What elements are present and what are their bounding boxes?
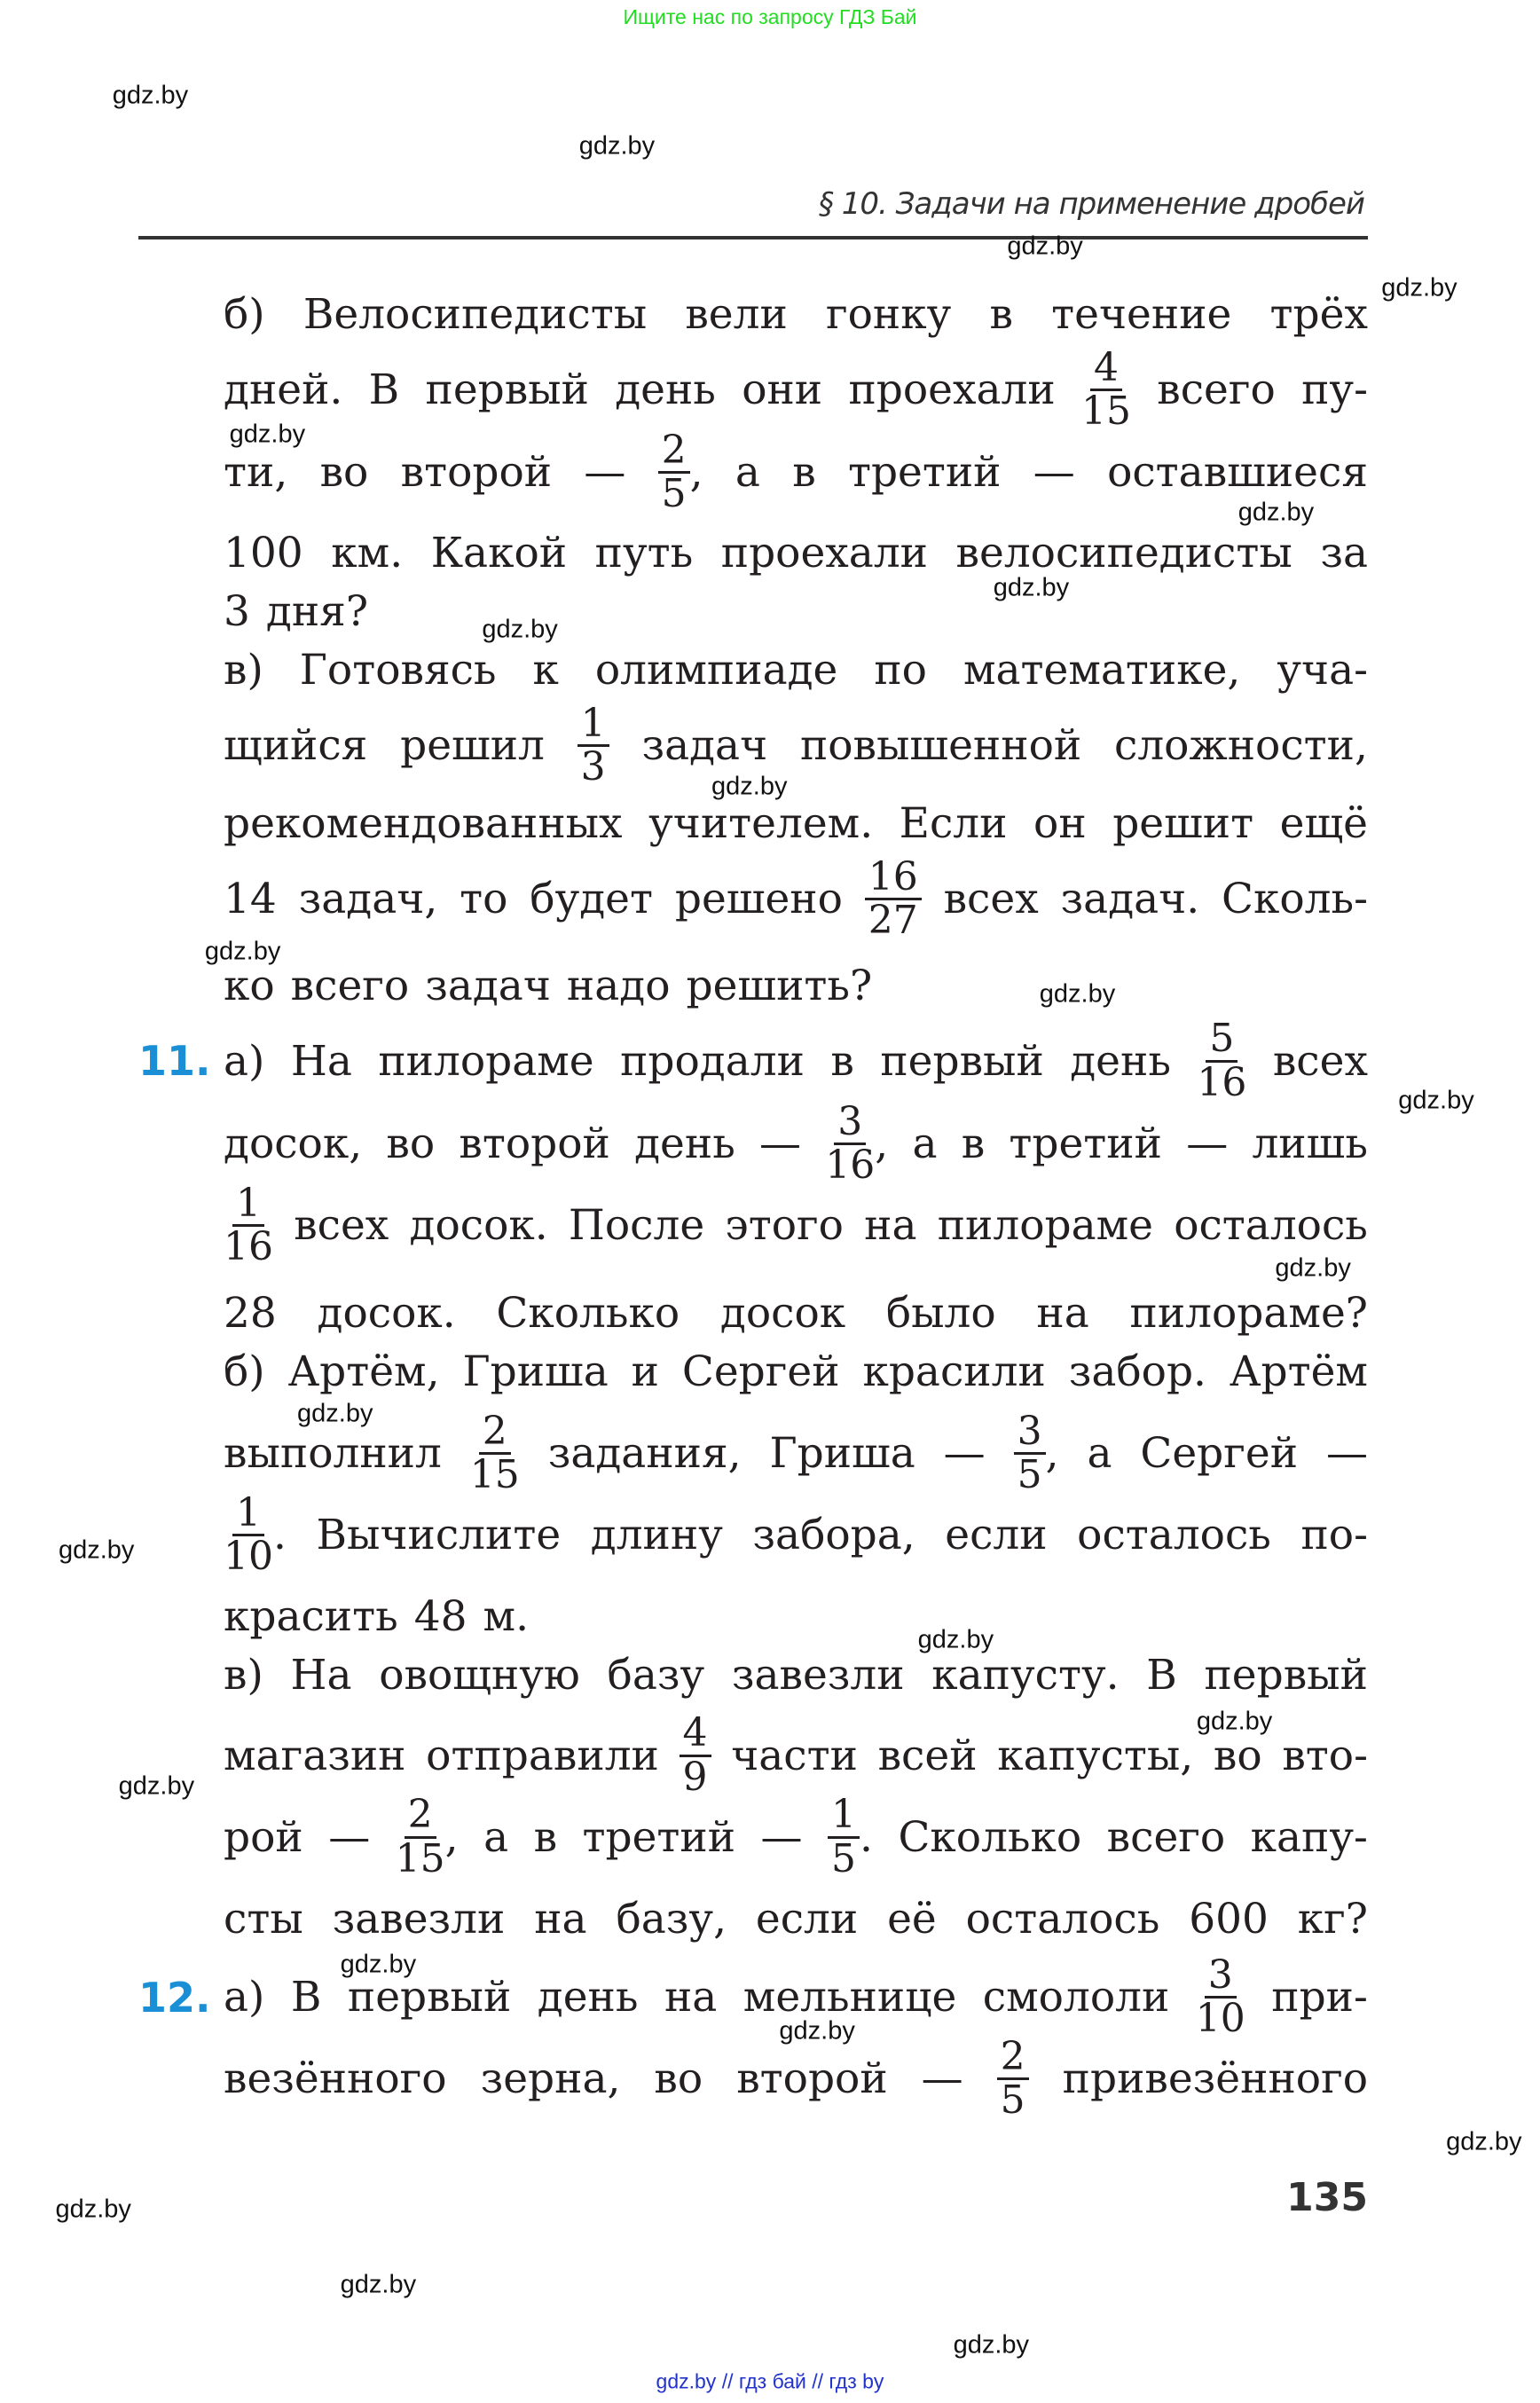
word: В	[368, 365, 400, 414]
word: б)	[224, 1347, 265, 1397]
word: всего	[1157, 365, 1276, 414]
word: учителем.	[648, 799, 874, 849]
word: путь	[594, 528, 694, 577]
denominator: 10	[224, 1534, 273, 1580]
text-line	[224, 345, 1368, 434]
watermark-text: gdz.by	[1398, 1086, 1474, 1115]
word: лишь	[1252, 1119, 1368, 1169]
word: рой	[224, 1812, 303, 1862]
watermark-text: gdz.by	[1446, 2127, 1522, 2156]
word: б)	[224, 289, 265, 339]
word: части	[731, 1731, 858, 1780]
denominator: 9	[682, 1754, 708, 1800]
word: надо	[566, 961, 671, 1010]
word: Сколько	[898, 1812, 1082, 1862]
word: На	[290, 1036, 352, 1086]
numerator: 3	[834, 1102, 866, 1145]
word: к	[532, 645, 559, 695]
word: всех	[943, 875, 1039, 924]
word: третий	[1009, 1119, 1162, 1169]
fraction	[828, 1794, 873, 1879]
watermark-text: gdz.by	[1275, 1253, 1351, 1283]
word: а)	[224, 1036, 265, 1086]
text-line	[224, 428, 1368, 517]
watermark-text: gdz.by	[482, 615, 558, 644]
word: трёх	[1269, 289, 1368, 339]
text-line	[224, 1182, 1368, 1270]
numerator: 4	[680, 1713, 711, 1756]
text-line	[224, 1410, 1368, 1498]
word: досок,	[224, 1119, 363, 1169]
numerator: 1	[828, 1794, 860, 1838]
punctuation: ,	[444, 1812, 459, 1862]
word: рекомендованных	[224, 799, 623, 849]
top-banner[interactable]: Ищите нас по запросу ГДЗ Бай	[623, 5, 917, 28]
word: при-	[1271, 1973, 1368, 2022]
word: После	[568, 1201, 705, 1251]
word: —	[759, 1119, 802, 1169]
exercise-number-12: 12.	[138, 1974, 211, 2022]
word: красили	[862, 1347, 1046, 1397]
word: а	[912, 1119, 938, 1169]
word: Какой	[430, 528, 568, 577]
word: магазин	[224, 1731, 406, 1780]
watermark-text: gdz.by	[118, 1771, 195, 1801]
watermark-text: gdz.by	[953, 2330, 1030, 2360]
text-line	[224, 1017, 1368, 1105]
word: на	[534, 1894, 587, 1944]
word: капусту.	[931, 1651, 1120, 1700]
word: щийся	[224, 720, 368, 770]
word: овощную	[379, 1651, 580, 1700]
word: везённого	[224, 2054, 447, 2104]
fraction	[658, 428, 703, 517]
word: пу-	[1301, 365, 1368, 414]
word: задания,	[547, 1429, 742, 1479]
fraction	[224, 1490, 287, 1580]
numerator: 2	[997, 2037, 1029, 2080]
denominator: 5	[1000, 2077, 1025, 2124]
watermark-text: gdz.by	[340, 2270, 417, 2299]
word: задач	[641, 720, 768, 770]
punctuation: ,	[1045, 1429, 1059, 1479]
word: Сколько	[496, 1289, 680, 1339]
punctuation: .	[860, 1812, 873, 1862]
word: 600	[1189, 1894, 1269, 1944]
word: Гриша	[462, 1347, 609, 1397]
numerator: 2	[658, 430, 690, 474]
word: Готовясь	[299, 645, 497, 695]
word: осталось	[1174, 1201, 1368, 1251]
word: продали	[620, 1036, 805, 1086]
word: в	[961, 1119, 986, 1169]
word: решено	[674, 875, 843, 924]
page-number: 135	[1286, 2175, 1368, 2220]
watermark-text: gdz.by	[112, 81, 189, 110]
word: этого	[725, 1201, 844, 1251]
fraction	[865, 854, 922, 944]
word: досок	[719, 1289, 846, 1339]
word: а	[1087, 1429, 1112, 1479]
word: по-	[1300, 1511, 1368, 1560]
word: —	[1033, 448, 1075, 498]
watermark-text: gdz.by	[711, 772, 788, 801]
word: выполнил	[224, 1429, 442, 1479]
denominator: 3	[580, 743, 606, 789]
word: зерна,	[480, 2054, 621, 2104]
exercise-number-11: 11.	[138, 1037, 211, 1085]
text-line	[224, 701, 1368, 789]
word: второй	[459, 1119, 610, 1169]
numerator: 4	[1090, 348, 1122, 391]
word: во	[319, 448, 369, 498]
numerator: 1	[232, 1493, 264, 1536]
watermark-text: gdz.by	[1196, 1707, 1273, 1736]
word: ти,	[224, 448, 288, 498]
word: её	[887, 1894, 937, 1944]
word: Сколь-	[1222, 875, 1368, 924]
word: базу,	[616, 1894, 727, 1944]
word: течение	[1051, 289, 1232, 339]
word: решит	[1112, 799, 1254, 849]
word: день	[537, 1973, 639, 2022]
word: сты	[224, 1894, 303, 1944]
word: было	[885, 1289, 996, 1339]
word: первый	[880, 1036, 1044, 1086]
word: на	[664, 1973, 718, 2022]
word: забора,	[752, 1511, 915, 1560]
word: в	[792, 448, 816, 498]
fraction	[396, 1794, 459, 1879]
bottom-banner[interactable]: gdz.by // гдз бай // гдз by	[656, 2369, 884, 2393]
word: он	[1033, 799, 1087, 849]
word: —	[328, 1812, 371, 1862]
word: дней.	[224, 365, 343, 414]
denominator: 15	[395, 1835, 445, 1881]
numerator: 2	[405, 1794, 436, 1838]
word: задач	[425, 961, 551, 1010]
fraction	[680, 1710, 711, 1800]
watermark-text: gdz.by	[1381, 273, 1458, 302]
word: отправили	[426, 1731, 659, 1780]
word: всего	[290, 961, 410, 1010]
word: в	[533, 1812, 558, 1862]
word: велосипедисты	[955, 528, 1292, 577]
word: ещё	[1279, 799, 1368, 849]
word: 100	[224, 528, 303, 577]
word: завезли	[731, 1651, 905, 1700]
watermark-text: gdz.by	[229, 420, 306, 449]
word: во	[1213, 1731, 1262, 1780]
word: мельнице	[742, 1973, 957, 2022]
word: привезённого	[1062, 2054, 1368, 2104]
fraction	[578, 700, 609, 789]
word: третий	[847, 448, 1002, 498]
numerator: 2	[479, 1411, 511, 1455]
watermark-text: gdz.by	[58, 1535, 135, 1565]
word: всей	[877, 1731, 978, 1780]
fraction	[1014, 1411, 1059, 1496]
word: Если	[899, 799, 1008, 849]
word: 48	[413, 1592, 468, 1642]
word: сложности,	[1114, 720, 1368, 770]
word: кг?	[1297, 1894, 1368, 1944]
text-line	[224, 1100, 1368, 1189]
chapter-title: § 10. Задачи на применение дробей	[818, 186, 1364, 222]
word: решить?	[686, 961, 873, 1010]
denominator: 16	[825, 1143, 876, 1189]
word: вели	[685, 289, 788, 339]
word: оставшиеся	[1107, 448, 1368, 498]
fraction	[825, 1099, 889, 1189]
fraction	[1080, 344, 1131, 434]
word: —	[760, 1812, 803, 1862]
denominator: 15	[1080, 388, 1131, 434]
watermark-text: gdz.by	[1007, 232, 1083, 261]
text-line	[224, 2035, 1368, 2124]
word: Сергей	[1140, 1429, 1299, 1479]
word: во	[386, 1119, 436, 1169]
word: красить	[224, 1592, 398, 1642]
word: второй	[736, 2054, 888, 2104]
word: и	[631, 1347, 659, 1397]
text-line	[224, 1793, 1368, 1881]
watermark-text: gdz.by	[204, 937, 281, 966]
text-line	[224, 855, 1368, 944]
word: во	[654, 2054, 703, 2104]
denominator: 15	[469, 1452, 520, 1498]
word: —	[1186, 1119, 1229, 1169]
word: будет	[530, 875, 654, 924]
word: а)	[224, 1973, 265, 2022]
word: если	[755, 1894, 859, 1944]
word: всего	[1106, 1812, 1226, 1862]
watermark-text: gdz.by	[993, 573, 1070, 602]
word: 14	[224, 875, 277, 924]
watermark-text: gdz.by	[55, 2195, 131, 2224]
word: забор.	[1068, 1347, 1206, 1397]
word: всех	[1272, 1036, 1368, 1086]
word: в)	[224, 1651, 263, 1700]
word: олимпиаде	[594, 645, 838, 695]
text-line	[224, 1491, 1368, 1580]
word: в	[989, 289, 1013, 339]
fraction	[1197, 1018, 1246, 1103]
watermark-text: gdz.by	[917, 1625, 994, 1654]
word: Артём	[1229, 1347, 1368, 1397]
watermark-text: gdz.by	[297, 1399, 373, 1428]
fraction	[1195, 1951, 1245, 2042]
word: В	[290, 1973, 322, 2022]
word: —	[1325, 1429, 1368, 1479]
word: м.	[483, 1592, 530, 1642]
denominator: 16	[1197, 1059, 1247, 1105]
fraction	[470, 1411, 520, 1496]
word: —	[584, 448, 626, 498]
watermark-text: gdz.by	[340, 1950, 417, 1979]
denominator: 5	[661, 471, 687, 517]
word: проехали	[720, 528, 928, 577]
word: по	[874, 645, 927, 695]
word: длину	[590, 1511, 723, 1560]
denominator: 5	[1017, 1452, 1042, 1498]
watermark-text: gdz.by	[1039, 979, 1116, 1009]
word: день	[615, 365, 716, 414]
word: а	[483, 1812, 509, 1862]
word: третий	[582, 1812, 736, 1862]
word: В	[1146, 1651, 1177, 1700]
denominator: 27	[868, 898, 918, 944]
word: Сергей	[681, 1347, 840, 1397]
word: ко	[224, 961, 275, 1010]
word: пилораме	[937, 1201, 1153, 1251]
word: повышенной	[799, 720, 1082, 770]
word: на	[1036, 1289, 1089, 1339]
denominator: 16	[224, 1224, 273, 1270]
word: в	[830, 1036, 854, 1086]
word: всех	[294, 1201, 389, 1251]
word: 28	[224, 1289, 277, 1339]
word: математике,	[962, 645, 1241, 695]
word: а	[735, 448, 760, 498]
word: второй	[400, 448, 553, 498]
word: пилораме?	[1129, 1289, 1368, 1339]
fraction	[224, 1183, 273, 1268]
word: первый	[1204, 1651, 1368, 1700]
punctuation: .	[273, 1511, 287, 1560]
numerator: 16	[865, 857, 922, 900]
word: Вычислите	[316, 1511, 562, 1560]
header-rule	[138, 236, 1368, 240]
punctuation: ,	[689, 448, 703, 498]
word: км.	[331, 528, 404, 577]
word: на	[864, 1201, 917, 1251]
word: досок.	[409, 1201, 548, 1251]
word: они	[742, 365, 823, 414]
text-line	[224, 1328, 1368, 1417]
word: за	[1320, 528, 1368, 577]
word: задач,	[298, 875, 438, 924]
word: задач.	[1060, 875, 1200, 924]
word: —	[921, 2054, 963, 2104]
word: 3	[224, 586, 250, 636]
word: Артём,	[287, 1347, 440, 1397]
word: первый	[347, 1973, 512, 2022]
watermark-text: gdz.by	[578, 131, 656, 161]
word: первый	[425, 365, 589, 414]
watermark-text: gdz.by	[779, 2016, 855, 2046]
word: досок.	[317, 1289, 456, 1339]
numerator: 3	[1205, 1955, 1237, 1999]
numerator: 1	[232, 1183, 264, 1227]
word: осталось	[965, 1894, 1160, 1944]
word: день	[634, 1119, 735, 1169]
word: Гриша	[769, 1429, 915, 1479]
word: базу	[607, 1651, 705, 1700]
word: день	[1070, 1036, 1171, 1086]
word: в)	[224, 645, 263, 695]
word: уча-	[1277, 645, 1368, 695]
word: капу-	[1250, 1812, 1368, 1862]
numerator: 3	[1014, 1411, 1046, 1455]
word: гонку	[826, 289, 952, 339]
word: пилораме	[378, 1036, 594, 1086]
word: решил	[400, 720, 545, 770]
numerator: 1	[578, 703, 609, 747]
punctuation: ,	[875, 1119, 889, 1169]
word: капусты,	[997, 1731, 1194, 1780]
watermark-text: gdz.by	[1238, 498, 1315, 527]
word: вто-	[1282, 1731, 1368, 1780]
word: проехали	[848, 365, 1056, 414]
word: смололи	[982, 1973, 1170, 2022]
word: осталось	[1077, 1511, 1271, 1560]
word: Велосипедисты	[302, 289, 648, 339]
word: —	[943, 1429, 986, 1479]
word: если	[945, 1511, 1048, 1560]
word: завезли	[332, 1894, 506, 1944]
word: то	[460, 875, 508, 924]
fraction	[997, 2033, 1029, 2124]
denominator: 10	[1195, 1996, 1245, 2042]
word: дня?	[265, 586, 369, 636]
word: На	[290, 1651, 352, 1700]
numerator: 5	[1206, 1018, 1238, 1062]
denominator: 5	[831, 1835, 857, 1881]
